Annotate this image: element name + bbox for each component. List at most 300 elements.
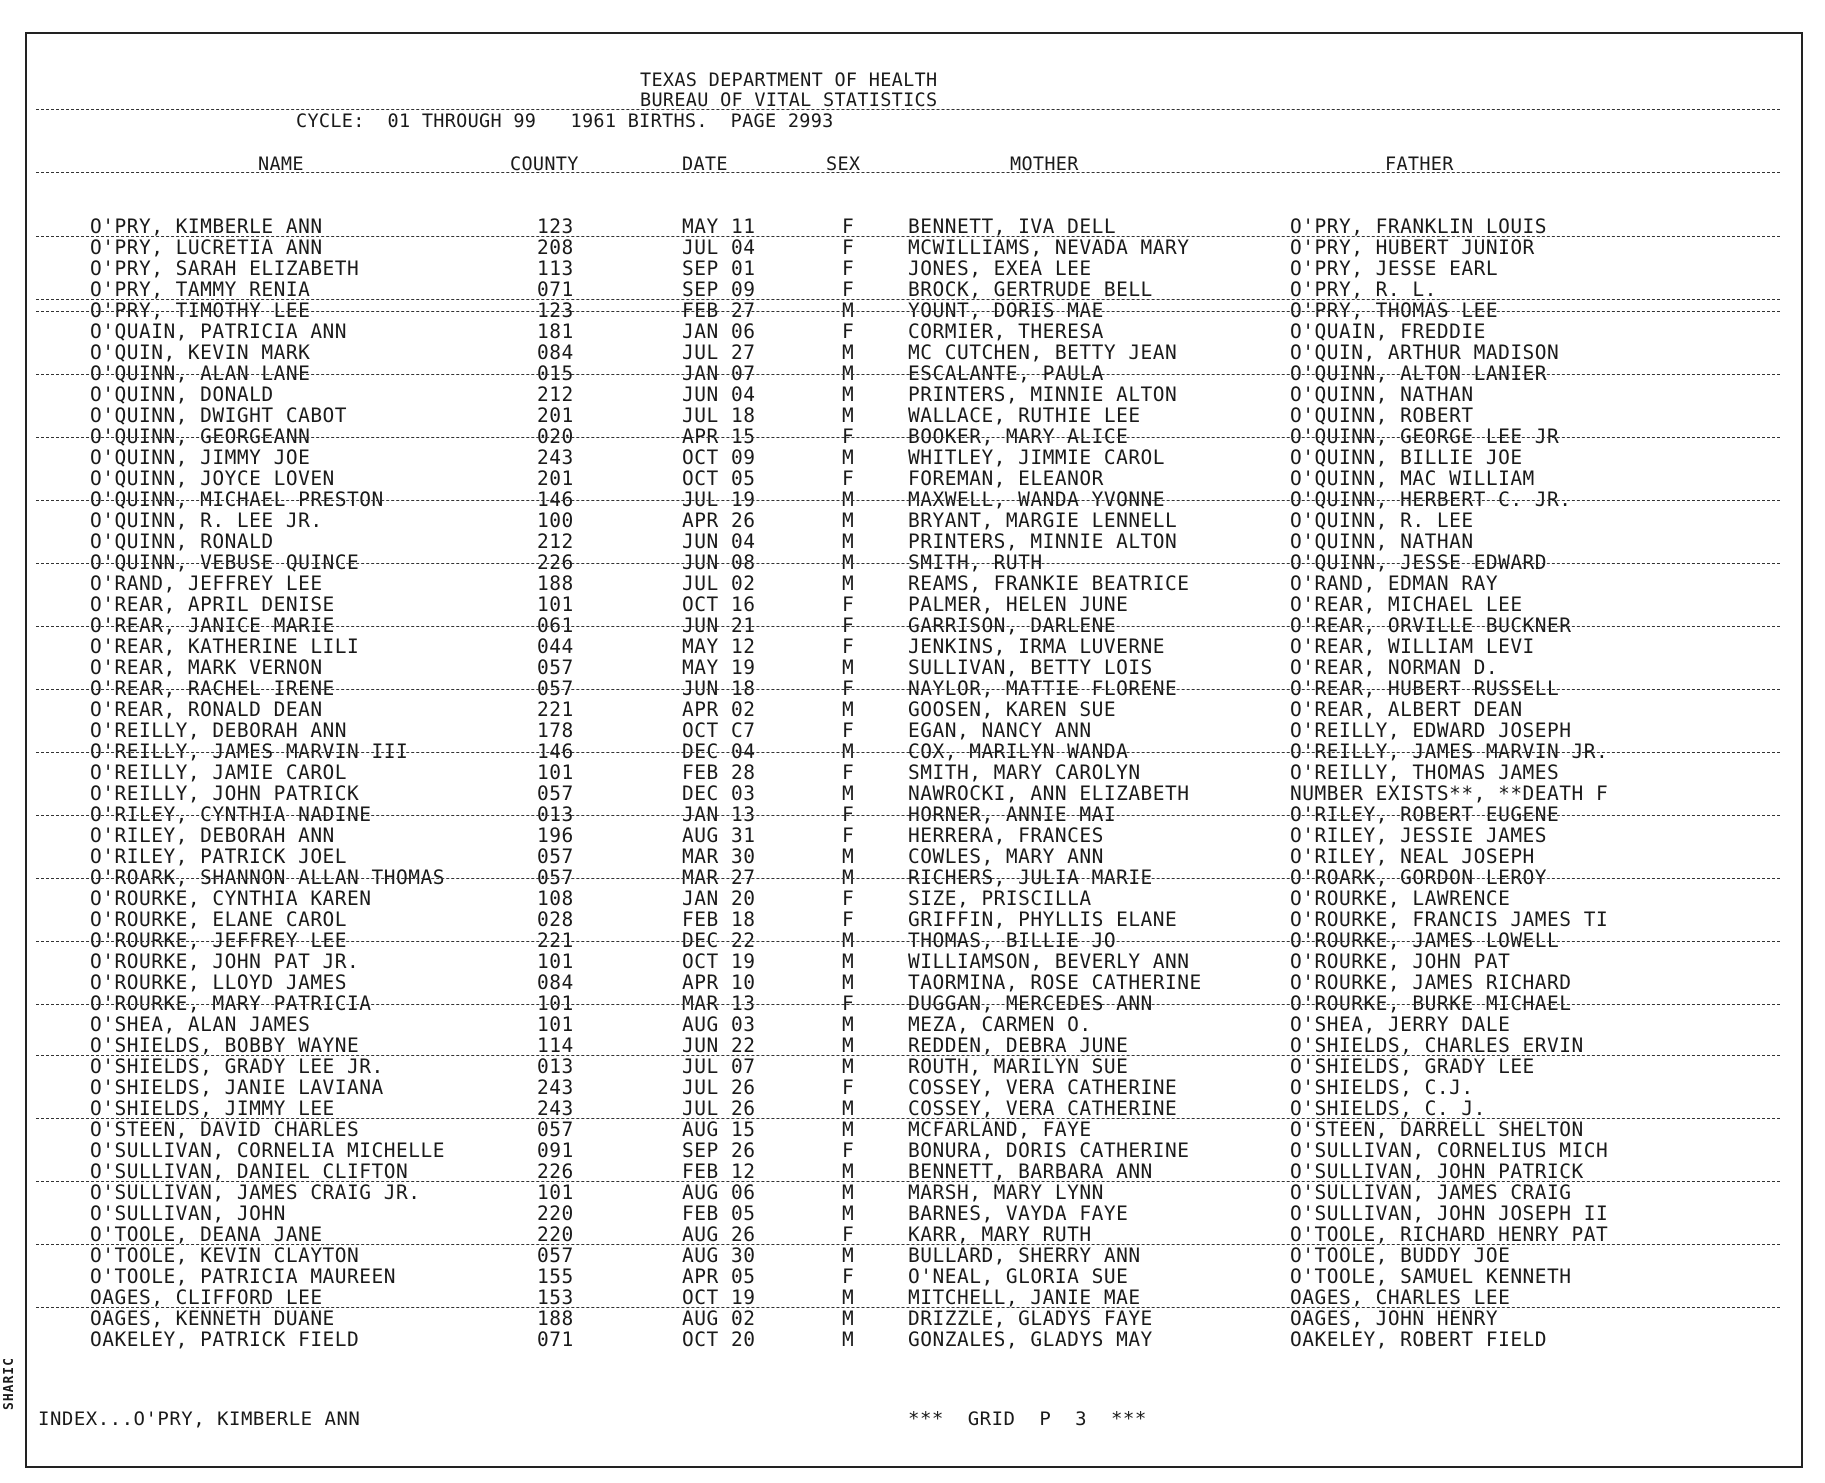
- table-row: [0, 552, 1825, 573]
- table-row: [0, 447, 1825, 468]
- col-header-mother: MOTHER: [1010, 154, 1079, 175]
- cell-county: 146: [537, 740, 574, 763]
- cell-mother: MEZA, CARMEN O.: [908, 1013, 1092, 1036]
- cell-date: AUG 06: [682, 1181, 756, 1204]
- cell-county: 057: [537, 782, 574, 805]
- cell-sex: F: [842, 1076, 855, 1099]
- cell-date: JUL 26: [682, 1097, 756, 1120]
- table-row: [0, 699, 1825, 720]
- cell-county: 057: [537, 1244, 574, 1267]
- cell-county: 226: [537, 551, 574, 574]
- cell-father: O'STEEN, DARRELL SHELTON: [1290, 1118, 1584, 1141]
- cell-county: 057: [537, 677, 574, 700]
- cell-name: OAKELEY, PATRICK FIELD: [90, 1328, 360, 1351]
- cell-county: 220: [537, 1223, 574, 1246]
- cell-father: O'REILLY, JAMES MARVIN JR.: [1290, 740, 1609, 763]
- cell-mother: CORMIER, THERESA: [908, 320, 1104, 343]
- cell-name: O'REILLY, JOHN PATRICK: [90, 782, 360, 805]
- cell-name: O'RILEY, DEBORAH ANN: [90, 824, 335, 847]
- cell-mother: WALLACE, RUTHIE LEE: [908, 404, 1141, 427]
- cell-name: O'ROURKE, LLOYD JAMES: [90, 971, 348, 994]
- cell-sex: M: [842, 509, 855, 532]
- cell-county: 084: [537, 341, 574, 364]
- cell-sex: F: [842, 257, 855, 280]
- cell-county: 101: [537, 1013, 574, 1036]
- cell-county: 201: [537, 404, 574, 427]
- cell-sex: M: [842, 341, 855, 364]
- cell-mother: MARSH, MARY LYNN: [908, 1181, 1104, 1204]
- table-row: [0, 573, 1825, 594]
- table-row: [0, 930, 1825, 951]
- table-row: [0, 1203, 1825, 1224]
- cell-mother: NAWROCKI, ANN ELIZABETH: [908, 782, 1190, 805]
- cell-county: 071: [537, 1328, 574, 1351]
- cell-sex: M: [842, 698, 855, 721]
- cell-date: OCT 05: [682, 467, 756, 490]
- table-row: [0, 1077, 1825, 1098]
- cell-date: AUG 31: [682, 824, 756, 847]
- table-row: [0, 909, 1825, 930]
- cell-mother: BENNETT, IVA DELL: [908, 215, 1117, 238]
- cell-mother: PRINTERS, MINNIE ALTON: [908, 530, 1178, 553]
- cell-mother: O'NEAL, GLORIA SUE: [908, 1265, 1129, 1288]
- cell-father: O'REAR, NORMAN D.: [1290, 656, 1499, 679]
- cell-county: 013: [537, 1055, 574, 1078]
- cell-county: 114: [537, 1034, 574, 1057]
- cell-mother: SIZE, PRISCILLA: [908, 887, 1092, 910]
- cell-name: O'ROURKE, JOHN PAT JR.: [90, 950, 360, 973]
- cell-mother: BOOKER, MARY ALICE: [908, 425, 1129, 448]
- cell-name: O'TOOLE, KEVIN CLAYTON: [90, 1244, 360, 1267]
- cell-sex: M: [842, 971, 855, 994]
- cell-date: MAY 19: [682, 656, 756, 679]
- cell-sex: M: [842, 362, 855, 385]
- cell-mother: WHITLEY, JIMMIE CAROL: [908, 446, 1166, 469]
- cell-father: O'QUINN, GEORGE LEE JR: [1290, 425, 1560, 448]
- cell-county: 226: [537, 1160, 574, 1183]
- cell-county: 101: [537, 992, 574, 1015]
- cell-mother: COSSEY, VERA CATHERINE: [908, 1076, 1178, 1099]
- cell-father: O'TOOLE, SAMUEL KENNETH: [1290, 1265, 1572, 1288]
- cell-mother: ROUTH, MARILYN SUE: [908, 1055, 1129, 1078]
- cell-date: APR 02: [682, 698, 756, 721]
- table-row: [0, 657, 1825, 678]
- cell-sex: F: [842, 908, 855, 931]
- cell-county: 221: [537, 698, 574, 721]
- cell-father: O'REILLY, THOMAS JAMES: [1290, 761, 1560, 784]
- cell-mother: BRYANT, MARGIE LENNELL: [908, 509, 1178, 532]
- cell-name: O'ROURKE, ELANE CAROL: [90, 908, 348, 931]
- cell-name: O'QUIN, KEVIN MARK: [90, 341, 311, 364]
- cell-mother: MITCHELL, JANIE MAE: [908, 1286, 1141, 1309]
- cell-father: NUMBER EXISTS**, **DEATH F: [1290, 782, 1609, 805]
- cell-county: 146: [537, 488, 574, 511]
- cell-mother: YOUNT, DORIS MAE: [908, 299, 1104, 322]
- cell-name: O'QUAIN, PATRICIA ANN: [90, 320, 348, 343]
- cell-county: 181: [537, 320, 574, 343]
- table-row: [0, 1161, 1825, 1182]
- table-row: [0, 216, 1825, 237]
- table-row: [0, 510, 1825, 531]
- cell-sex: M: [842, 1244, 855, 1267]
- cell-mother: THOMAS, BILLIE JO: [908, 929, 1117, 952]
- table-row: [0, 321, 1825, 342]
- cell-name: O'TOOLE, PATRICIA MAUREEN: [90, 1265, 396, 1288]
- cell-mother: SMITH, MARY CAROLYN: [908, 761, 1141, 784]
- cell-date: JUL 07: [682, 1055, 756, 1078]
- cell-sex: M: [842, 1286, 855, 1309]
- cell-name: O'SHIELDS, BOBBY WAYNE: [90, 1034, 360, 1057]
- cell-father: O'PRY, JESSE EARL: [1290, 257, 1499, 280]
- cell-mother: BROCK, GERTRUDE BELL: [908, 278, 1153, 301]
- cell-date: JAN 20: [682, 887, 756, 910]
- cell-mother: BONURA, DORIS CATHERINE: [908, 1139, 1190, 1162]
- cell-sex: M: [842, 404, 855, 427]
- cell-father: O'SHIELDS, CHARLES ERVIN: [1290, 1034, 1584, 1057]
- cell-date: SEP 26: [682, 1139, 756, 1162]
- cell-father: OAKELEY, ROBERT FIELD: [1290, 1328, 1548, 1351]
- cell-name: O'QUINN, JIMMY JOE: [90, 446, 311, 469]
- cell-name: O'SULLIVAN, JAMES CRAIG JR.: [90, 1181, 421, 1204]
- col-header-name: NAME: [258, 154, 304, 175]
- table-row: [0, 426, 1825, 447]
- cell-father: O'SHIELDS, GRADY LEE: [1290, 1055, 1535, 1078]
- cell-mother: BARNES, VAYDA FAYE: [908, 1202, 1129, 1225]
- cell-father: O'QUINN, R. LEE: [1290, 509, 1474, 532]
- table-row: [0, 993, 1825, 1014]
- cell-name: O'REAR, JANICE MARIE: [90, 614, 335, 637]
- cell-mother: WILLIAMSON, BEVERLY ANN: [908, 950, 1190, 973]
- table-row: [0, 888, 1825, 909]
- cell-father: O'RILEY, NEAL JOSEPH: [1290, 845, 1535, 868]
- cell-sex: M: [842, 845, 855, 868]
- cell-name: O'STEEN, DAVID CHARLES: [90, 1118, 360, 1141]
- cell-father: O'ROARK, GORDON LEROY: [1290, 866, 1548, 889]
- cell-father: O'RILEY, JESSIE JAMES: [1290, 824, 1548, 847]
- cell-sex: M: [842, 929, 855, 952]
- cell-mother: DRIZZLE, GLADYS FAYE: [908, 1307, 1153, 1330]
- cell-name: O'SULLIVAN, JOHN: [90, 1202, 286, 1225]
- cell-county: 100: [537, 509, 574, 532]
- cell-father: O'ROURKE, JOHN PAT: [1290, 950, 1511, 973]
- cell-county: 123: [537, 299, 574, 322]
- cell-father: O'SULLIVAN, CORNELIUS MICH: [1290, 1139, 1609, 1162]
- cell-sex: F: [842, 1265, 855, 1288]
- cell-mother: GRIFFIN, PHYLLIS ELANE: [908, 908, 1178, 931]
- cell-father: O'ROURKE, JAMES RICHARD: [1290, 971, 1572, 994]
- cell-father: O'QUINN, NATHAN: [1290, 530, 1474, 553]
- cell-father: O'SHIELDS, C.J.: [1290, 1076, 1474, 1099]
- cell-name: O'QUINN, MICHAEL PRESTON: [90, 488, 384, 511]
- cell-county: 057: [537, 866, 574, 889]
- header-bureau: BUREAU OF VITAL STATISTICS: [640, 90, 938, 111]
- cell-county: 101: [537, 950, 574, 973]
- cell-name: O'PRY, TAMMY RENIA: [90, 278, 311, 301]
- table-row: [0, 1056, 1825, 1077]
- cell-date: APR 05: [682, 1265, 756, 1288]
- cell-date: JUN 04: [682, 530, 756, 553]
- cell-name: O'REILLY, DEBORAH ANN: [90, 719, 348, 742]
- cell-mother: RICHERS, JULIA MARIE: [908, 866, 1153, 889]
- cell-county: 243: [537, 1097, 574, 1120]
- cell-county: 101: [537, 1181, 574, 1204]
- footer-grid: *** GRID P 3 ***: [908, 1408, 1147, 1430]
- cell-father: O'QUINN, MAC WILLIAM: [1290, 467, 1535, 490]
- cell-county: 221: [537, 929, 574, 952]
- cell-father: O'QUINN, ALTON LANIER: [1290, 362, 1548, 385]
- cell-date: FEB 27: [682, 299, 756, 322]
- cell-father: O'RILEY, ROBERT EUGENE: [1290, 803, 1560, 826]
- cell-sex: F: [842, 278, 855, 301]
- cell-sex: F: [842, 320, 855, 343]
- cell-name: O'PRY, KIMBERLE ANN: [90, 215, 323, 238]
- cell-mother: BULLARD, SHERRY ANN: [908, 1244, 1141, 1267]
- cell-mother: ESCALANTE, PAULA: [908, 362, 1104, 385]
- table-row: [0, 720, 1825, 741]
- cell-mother: GARRISON, DARLENE: [908, 614, 1117, 637]
- cell-mother: DUGGAN, MERCEDES ANN: [908, 992, 1153, 1015]
- cell-father: O'REAR, MICHAEL LEE: [1290, 593, 1523, 616]
- cell-mother: JONES, EXEA LEE: [908, 257, 1092, 280]
- cell-father: O'ROURKE, LAWRENCE: [1290, 887, 1511, 910]
- cell-name: O'RAND, JEFFREY LEE: [90, 572, 323, 595]
- cell-name: O'PRY, SARAH ELIZABETH: [90, 257, 360, 280]
- cell-county: 015: [537, 362, 574, 385]
- cell-name: O'PRY, LUCRETIA ANN: [90, 236, 323, 259]
- cell-sex: M: [842, 383, 855, 406]
- cell-mother: MAXWELL, WANDA YVONNE: [908, 488, 1166, 511]
- cell-father: O'PRY, R. L.: [1290, 278, 1437, 301]
- cell-sex: F: [842, 215, 855, 238]
- cell-name: O'QUINN, R. LEE JR.: [90, 509, 323, 532]
- table-row: [0, 1035, 1825, 1056]
- table-row: [0, 489, 1825, 510]
- cell-father: O'PRY, FRANKLIN LOUIS: [1290, 215, 1548, 238]
- cell-date: APR 10: [682, 971, 756, 994]
- cell-date: OCT 20: [682, 1328, 756, 1351]
- cell-date: FEB 12: [682, 1160, 756, 1183]
- table-row: [0, 1308, 1825, 1329]
- cell-date: DEC 04: [682, 740, 756, 763]
- cell-date: OCT 16: [682, 593, 756, 616]
- cell-father: O'SHEA, JERRY DALE: [1290, 1013, 1511, 1036]
- cell-date: OCT 09: [682, 446, 756, 469]
- table-row: [0, 636, 1825, 657]
- table-row: [0, 237, 1825, 258]
- cell-name: O'ROURKE, JEFFREY LEE: [90, 929, 348, 952]
- table-row: [0, 1182, 1825, 1203]
- cell-date: AUG 15: [682, 1118, 756, 1141]
- table-row: [0, 615, 1825, 636]
- cell-county: 243: [537, 446, 574, 469]
- cell-mother: COWLES, MARY ANN: [908, 845, 1104, 868]
- cell-county: 208: [537, 236, 574, 259]
- birth-records-table: [0, 216, 1825, 1350]
- table-row: [0, 1287, 1825, 1308]
- table-row: [0, 258, 1825, 279]
- cell-date: FEB 28: [682, 761, 756, 784]
- side-label: SHARIC: [2, 1357, 17, 1410]
- cell-name: O'QUINN, VEBUSE QUINCE: [90, 551, 360, 574]
- cell-father: O'REAR, ALBERT DEAN: [1290, 698, 1523, 721]
- cell-mother: COSSEY, VERA CATHERINE: [908, 1097, 1178, 1120]
- cell-mother: REAMS, FRANKIE BEATRICE: [908, 572, 1190, 595]
- cell-sex: F: [842, 593, 855, 616]
- cell-father: O'ROURKE, BURKE MICHAEL: [1290, 992, 1572, 1015]
- cell-sex: F: [842, 1223, 855, 1246]
- cell-father: O'QUINN, ROBERT: [1290, 404, 1474, 427]
- cell-name: O'ROURKE, CYNTHIA KAREN: [90, 887, 372, 910]
- cell-sex: M: [842, 1118, 855, 1141]
- cell-county: 220: [537, 1202, 574, 1225]
- cell-sex: F: [842, 677, 855, 700]
- cell-county: 178: [537, 719, 574, 742]
- cell-county: 201: [537, 467, 574, 490]
- cell-mother: COX, MARILYN WANDA: [908, 740, 1129, 763]
- header-department: TEXAS DEPARTMENT OF HEALTH: [640, 70, 938, 91]
- cell-date: MAY 11: [682, 215, 756, 238]
- footer-index: INDEX...O'PRY, KIMBERLE ANN: [38, 1408, 361, 1430]
- cell-county: 188: [537, 572, 574, 595]
- cell-name: O'SHIELDS, JANIE LAVIANA: [90, 1076, 384, 1099]
- cell-father: O'REAR, ORVILLE BUCKNER: [1290, 614, 1572, 637]
- table-row: [0, 1245, 1825, 1266]
- cell-mother: SMITH, RUTH: [908, 551, 1043, 574]
- table-row: [0, 1224, 1825, 1245]
- cell-county: 057: [537, 845, 574, 868]
- table-row: [0, 1098, 1825, 1119]
- table-row: [0, 1119, 1825, 1140]
- cell-sex: M: [842, 1307, 855, 1330]
- table-row: [0, 531, 1825, 552]
- cell-father: O'ROURKE, JAMES LOWELL: [1290, 929, 1560, 952]
- col-header-father: FATHER: [1385, 154, 1454, 175]
- cell-date: JUN 21: [682, 614, 756, 637]
- cell-sex: M: [842, 950, 855, 973]
- table-row: [0, 846, 1825, 867]
- cell-father: O'QUINN, BILLIE JOE: [1290, 446, 1523, 469]
- table-row: [0, 741, 1825, 762]
- cell-date: AUG 02: [682, 1307, 756, 1330]
- cell-date: JUL 26: [682, 1076, 756, 1099]
- table-row: [0, 405, 1825, 426]
- cell-date: JUL 27: [682, 341, 756, 364]
- cell-father: OAGES, JOHN HENRY: [1290, 1307, 1499, 1330]
- cell-sex: M: [842, 740, 855, 763]
- col-header-county: COUNTY: [510, 154, 579, 175]
- col-header-sex: SEX: [826, 154, 861, 175]
- cell-date: MAY 12: [682, 635, 756, 658]
- cell-sex: F: [842, 236, 855, 259]
- cell-date: JUL 19: [682, 488, 756, 511]
- cell-name: O'QUINN, GEORGEANN: [90, 425, 311, 448]
- cell-name: O'QUINN, JOYCE LOVEN: [90, 467, 335, 490]
- cell-name: O'REAR, MARK VERNON: [90, 656, 323, 679]
- cell-county: 153: [537, 1286, 574, 1309]
- cell-sex: M: [842, 1202, 855, 1225]
- cell-date: JAN 13: [682, 803, 756, 826]
- cell-name: O'RILEY, CYNTHIA NADINE: [90, 803, 372, 826]
- cell-name: O'RILEY, PATRICK JOEL: [90, 845, 348, 868]
- cell-sex: M: [842, 446, 855, 469]
- cell-county: 212: [537, 383, 574, 406]
- cell-name: O'REILLY, JAMIE CAROL: [90, 761, 348, 784]
- cell-father: O'QUAIN, FREDDIE: [1290, 320, 1486, 343]
- cell-sex: F: [842, 803, 855, 826]
- cell-name: O'PRY, TIMOTHY LEE: [90, 299, 311, 322]
- cell-date: MAR 13: [682, 992, 756, 1015]
- cell-date: JUL 04: [682, 236, 756, 259]
- cell-sex: M: [842, 866, 855, 889]
- cell-mother: GONZALES, GLADYS MAY: [908, 1328, 1153, 1351]
- cell-date: AUG 26: [682, 1223, 756, 1246]
- cell-father: O'SULLIVAN, JAMES CRAIG: [1290, 1181, 1572, 1204]
- cell-sex: F: [842, 761, 855, 784]
- cell-father: O'SHIELDS, C. J.: [1290, 1097, 1486, 1120]
- cell-father: O'TOOLE, RICHARD HENRY PAT: [1290, 1223, 1609, 1246]
- cell-sex: F: [842, 614, 855, 637]
- cell-date: AUG 03: [682, 1013, 756, 1036]
- cell-sex: M: [842, 551, 855, 574]
- cell-mother: MCFARLAND, FAYE: [908, 1118, 1092, 1141]
- cell-sex: M: [842, 656, 855, 679]
- cell-mother: REDDEN, DEBRA JUNE: [908, 1034, 1129, 1057]
- cell-father: O'REAR, WILLIAM LEVI: [1290, 635, 1535, 658]
- cell-sex: M: [842, 299, 855, 322]
- cell-sex: M: [842, 1328, 855, 1351]
- table-row: [0, 867, 1825, 888]
- cell-father: O'SULLIVAN, JOHN PATRICK: [1290, 1160, 1584, 1183]
- cell-mother: PRINTERS, MINNIE ALTON: [908, 383, 1178, 406]
- table-row: [0, 384, 1825, 405]
- cell-date: APR 26: [682, 509, 756, 532]
- cell-county: 071: [537, 278, 574, 301]
- cell-date: SEP 09: [682, 278, 756, 301]
- cell-sex: F: [842, 719, 855, 742]
- cell-sex: M: [842, 530, 855, 553]
- cell-name: O'ROARK, SHANNON ALLAN THOMAS: [90, 866, 445, 889]
- cell-date: APR 15: [682, 425, 756, 448]
- table-row: [0, 468, 1825, 489]
- table-row: [0, 594, 1825, 615]
- cell-date: OCT 19: [682, 950, 756, 973]
- cell-sex: F: [842, 824, 855, 847]
- column-header-divider: [36, 172, 1780, 173]
- cell-county: 155: [537, 1265, 574, 1288]
- cell-date: MAR 30: [682, 845, 756, 868]
- cell-father: O'SULLIVAN, JOHN JOSEPH II: [1290, 1202, 1609, 1225]
- cell-date: JUN 08: [682, 551, 756, 574]
- table-row: [0, 678, 1825, 699]
- cell-county: 044: [537, 635, 574, 658]
- table-row: [0, 951, 1825, 972]
- table-row: [0, 972, 1825, 993]
- cell-name: O'REAR, RACHEL IRENE: [90, 677, 335, 700]
- cell-name: O'REAR, APRIL DENISE: [90, 593, 335, 616]
- cell-sex: M: [842, 1181, 855, 1204]
- cell-county: 212: [537, 530, 574, 553]
- cell-name: O'REAR, RONALD DEAN: [90, 698, 323, 721]
- cell-father: O'QUINN, JESSE EDWARD: [1290, 551, 1548, 574]
- cell-date: JUL 18: [682, 404, 756, 427]
- col-header-date: DATE: [682, 154, 728, 175]
- table-row: [0, 342, 1825, 363]
- cell-county: 091: [537, 1139, 574, 1162]
- cell-name: O'SULLIVAN, CORNELIA MICHELLE: [90, 1139, 445, 1162]
- cell-date: JUN 04: [682, 383, 756, 406]
- cell-county: 108: [537, 887, 574, 910]
- table-row: [0, 300, 1825, 321]
